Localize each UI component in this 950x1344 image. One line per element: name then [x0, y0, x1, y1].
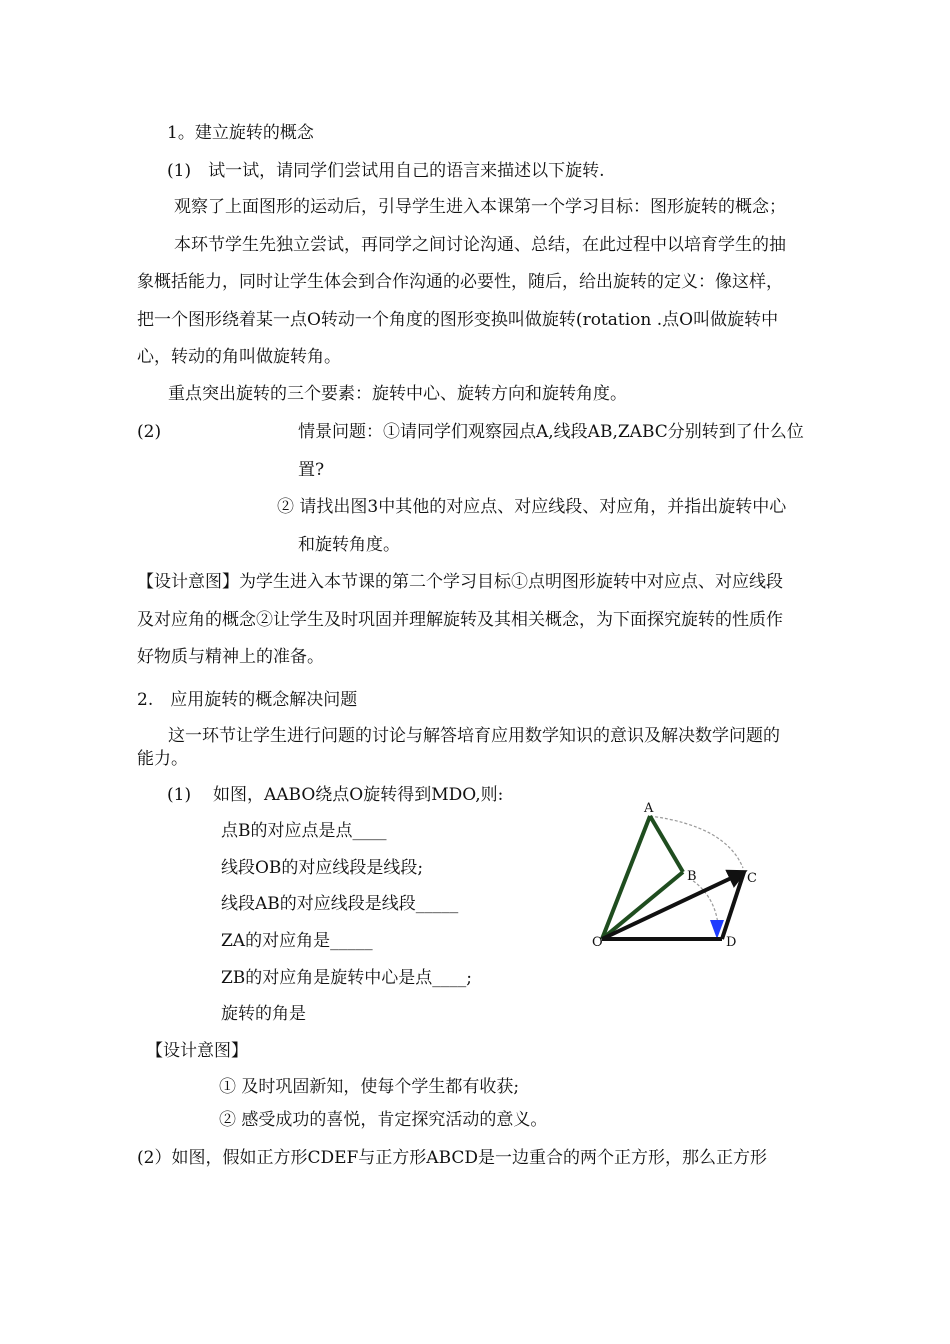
label-O: O: [592, 935, 603, 950]
question2-text: (2）如图，假如正方形CDEF与正方形ABCD是一边重合的两个正方形，那么正方形: [137, 1148, 768, 1168]
section1-item2-number: (2): [137, 422, 162, 442]
label-B: B: [687, 869, 697, 884]
section1-para3: 重点突出旋转的三个要素：旋转中心、旋转方向和旋转角度。: [168, 384, 627, 404]
section1-para2-line2: 象概括能力，同时让学生体会到合作沟通的必要性，随后，给出旋转的定义：像这样，: [137, 272, 783, 292]
segment-AB: [650, 816, 683, 872]
question1-item-6: 旋转的角是: [221, 1004, 306, 1024]
section1-item2-question2-line1: ② 请找出图3中其他的对应点、对应线段、对应角，并指出旋转中心: [277, 497, 787, 517]
design-intent-line1: 【设计意图】为学生进入本节课的第二个学习目标①点明图形旋转中对应点、对应线段: [137, 572, 783, 592]
design-intent-item-2: ② 感受成功的喜悦，肯定探究活动的意义。: [219, 1110, 548, 1130]
section1-para2-line3: 把一个图形绕着某一点O转动一个角度的图形变换叫做旋转(rotation .点O叫做旋转中: [137, 310, 779, 330]
rotation-diagram: [586, 796, 766, 956]
label-A: A: [644, 801, 654, 816]
question1-item-4: ZA的对应角是_____: [221, 931, 373, 951]
question1-item-2: 线段OB的对应线段是线段;: [221, 858, 424, 878]
section2-intro-line1: 这一环节让学生进行问题的讨论与解答培育应用数学知识的意识及解决数学问题的: [168, 726, 780, 746]
section1-para1: 观察了上面图形的运动后，引导学生进入本课第一个学习目标：图形旋转的概念；: [174, 197, 786, 217]
question1-text: 如图，AABO绕点O旋转得到MDO,则:: [213, 785, 504, 805]
design-intent-line3: 好物质与精神上的准备。: [137, 647, 324, 667]
question1-item-1: 点B的对应点是点____: [221, 821, 387, 841]
label-C: C: [747, 871, 757, 886]
section1-para2-line4: 心，转动的角叫做旋转角。: [137, 347, 341, 367]
section1-heading: 1。建立旋转的概念: [167, 123, 314, 143]
rotation-figure: [586, 796, 766, 956]
section1-item2-question1-line1: 情景问题：①请同学们观察园点A,线段AB,ZABC分别转到了什么位: [298, 422, 804, 442]
section1-item1: (1) 试一试，请同学们尝试用自己的语言来描述以下旋转.: [167, 161, 605, 181]
design-intent-item-1: ① 及时巩固新知，使每个学生都有收获;: [219, 1077, 520, 1097]
design-intent-heading: 【设计意图】: [146, 1041, 248, 1061]
section2-intro-line2: 能力。: [137, 749, 188, 769]
section1-item2-question2-line2: 和旋转角度。: [298, 535, 400, 555]
question1-item-5: ZB的对应角是旋转中心是点____;: [221, 968, 473, 988]
section2-heading: 2. 应用旋转的概念解决问题: [137, 690, 358, 710]
question1-number: (1): [167, 785, 192, 805]
section1-para2-line1: 本环节学生先独立尝试，再同学之间讨论沟通、总结，在此过程中以培育学生的抽: [174, 235, 786, 255]
question1-item-3: 线段AB的对应线段是线段_____: [221, 894, 459, 914]
label-D: D: [726, 935, 737, 950]
section1-item2-question1-line2: 置?: [298, 460, 325, 480]
design-intent-line2: 及对应角的概念②让学生及时巩固并理解旋转及其相关概念，为下面探究旋转的性质作: [137, 610, 783, 630]
